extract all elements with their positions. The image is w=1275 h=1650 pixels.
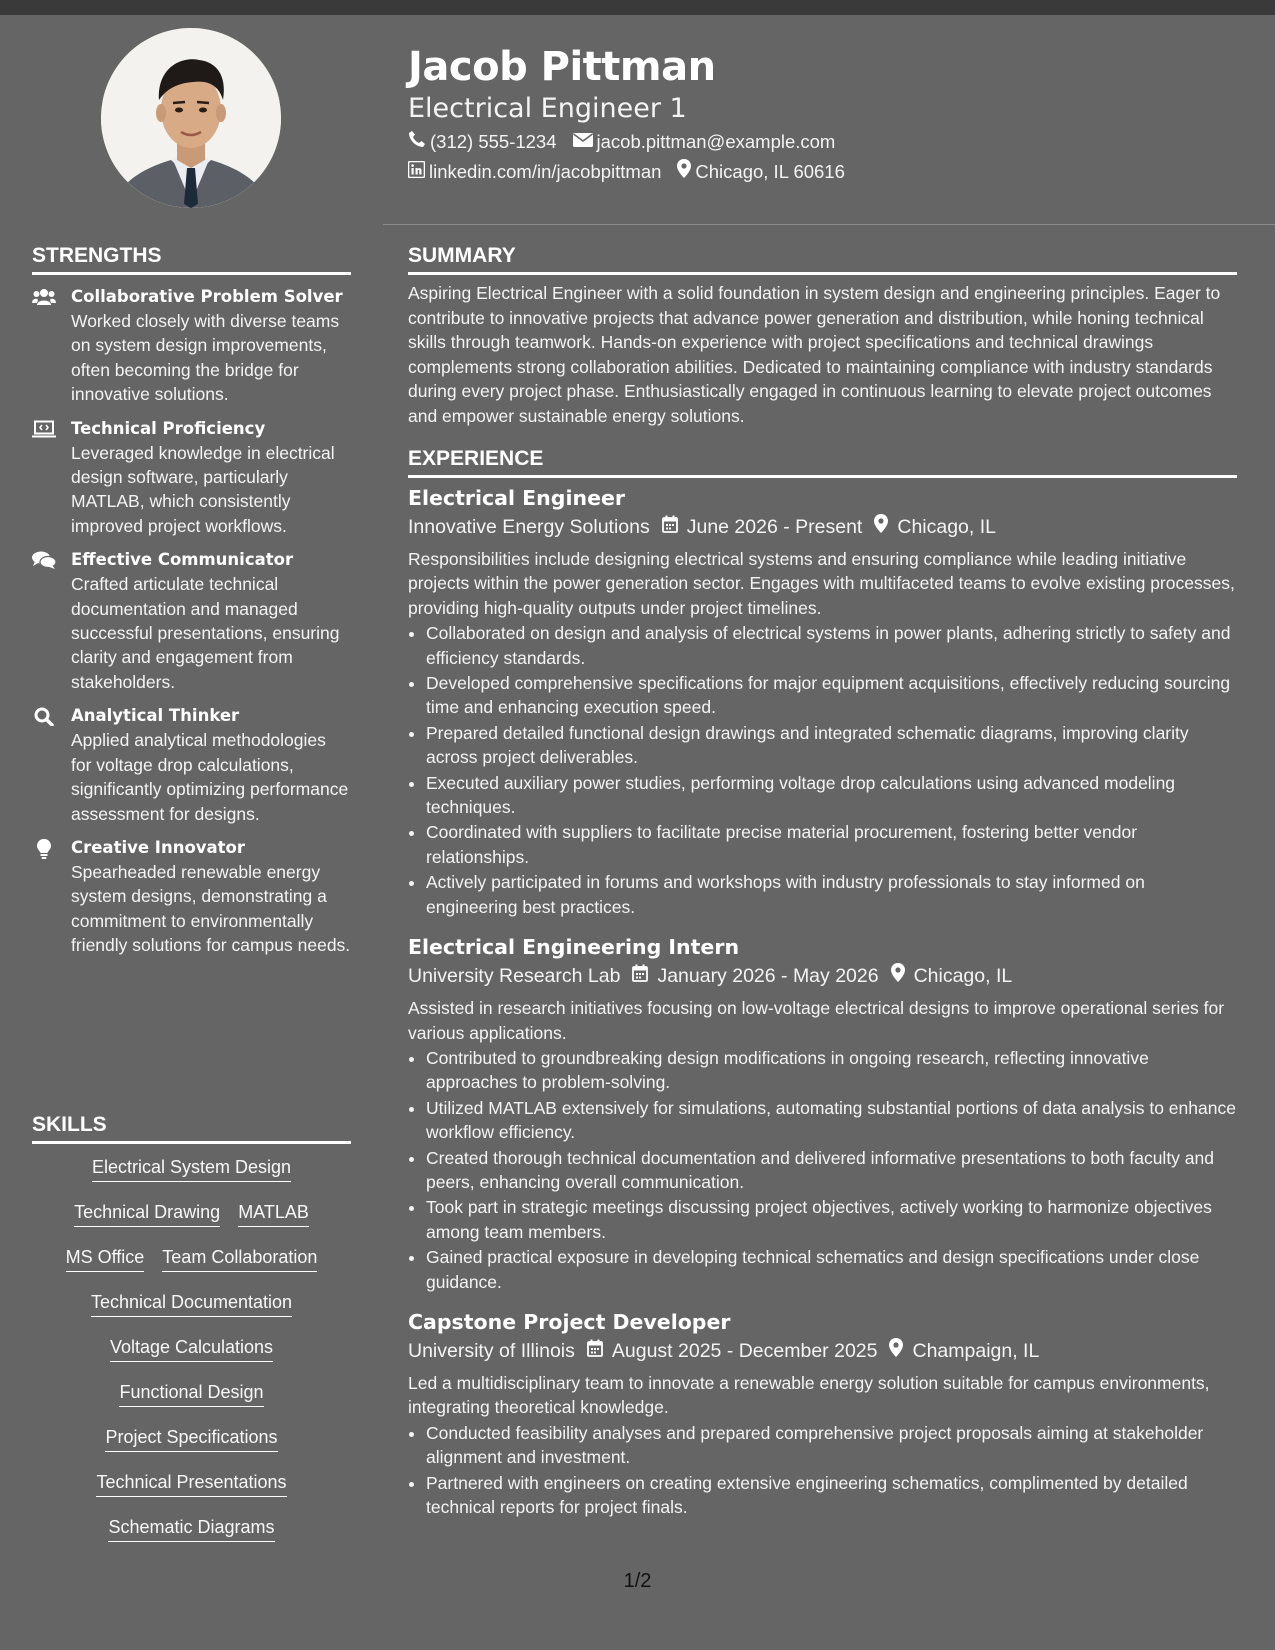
job-entry — [408, 484, 1237, 919]
email-contact[interactable] — [573, 127, 836, 157]
company-name: University Research Lab — [408, 965, 621, 988]
company-name: University of Illinois — [408, 1339, 575, 1362]
skill-tag: MATLAB — [238, 1200, 309, 1227]
candidate-name: Jacob Pittman — [408, 44, 716, 90]
strength-item — [32, 548, 351, 694]
strength-description: Crafted articulate technical documentation and managed successful presentations, ensuring clarity and engagement from stakeholders. — [71, 574, 340, 692]
strength-description: Worked closely with diverse teams on system design improvements, often becoming the bridge for innovative solutions. — [71, 311, 340, 405]
page-number: 1/2 — [623, 1570, 652, 1592]
skills-section — [32, 1112, 351, 1557]
strengths-section — [32, 243, 351, 958]
job-dates — [662, 512, 863, 543]
contact-line — [408, 157, 1258, 187]
skill-row — [32, 1242, 351, 1287]
phone-icon — [408, 127, 430, 157]
location-text: Chicago, IL — [913, 965, 1013, 988]
date-range: June 2026 - Present — [686, 516, 863, 538]
email-address[interactable]: jacob.pittman@example.com — [596, 131, 836, 152]
skill-row — [32, 1512, 351, 1557]
company-name: Innovative Energy Solutions — [408, 516, 650, 538]
users-icon — [32, 288, 56, 308]
job-title: Electrical Engineering Intern — [408, 935, 740, 960]
strength-title: Collaborative Problem Solver — [71, 287, 343, 306]
skill-row — [32, 1332, 351, 1377]
map-marker-icon — [677, 157, 695, 187]
bullet-item: • Created thorough technical documentation and delivered informative presentations to both faculty and peers, enhancing overall communication. — [426, 1146, 1237, 1195]
job-meta — [408, 1336, 1237, 1367]
resume-header — [408, 43, 1258, 187]
bullet-item: • Prepared detailed functional design drawings and integrated schematic diagrams, improving clarity across project deliverables. — [426, 721, 1237, 770]
location-text: Chicago, IL — [897, 516, 997, 538]
skills-list — [32, 1152, 351, 1557]
comments-icon — [32, 551, 56, 571]
strength-item — [32, 836, 351, 958]
job-title: Capstone Project Developer — [408, 1309, 731, 1334]
summary-section — [408, 243, 1237, 429]
skill-tag: Technical Presentations — [96, 1470, 286, 1497]
job-entry — [408, 933, 1237, 1294]
calendar-icon — [632, 961, 657, 992]
skill-tag: Team Collaboration — [162, 1245, 317, 1272]
job-dates — [632, 961, 878, 992]
skill-tag: Electrical System Design — [92, 1155, 291, 1182]
skill-tag: Technical Documentation — [91, 1290, 292, 1317]
skill-row — [32, 1197, 351, 1242]
bullet-item: • Coordinated with suppliers to facilitate precise material procurement, fostering better vendor relationships. — [426, 820, 1237, 869]
job-dates — [587, 1336, 878, 1367]
candidate-title: Electrical Engineer 1 — [408, 93, 687, 124]
job-description: Assisted in research initiatives focusing on low-voltage electrical designs to improve operational series for various applications. — [408, 998, 1225, 1043]
laptop-code-icon — [32, 420, 56, 440]
location-text: Champaign, IL — [912, 1339, 1040, 1362]
strength-title: Creative Innovator — [71, 837, 246, 857]
date-range: August 2025 - December 2025 — [611, 1339, 878, 1362]
job-bullets — [408, 1421, 1237, 1520]
phone-contact — [408, 127, 557, 157]
skill-tag: MS Office — [66, 1245, 145, 1272]
bullet-item: • Partnered with engineers on creating extensive engineering schematics, complimented by detailed technical reports for project finals. — [426, 1471, 1237, 1520]
linkedin-url[interactable]: linkedin.com/in/jacobpittman — [429, 161, 662, 182]
location-text: Chicago, IL 60616 — [695, 161, 845, 182]
job-entry — [408, 1308, 1237, 1519]
calendar-icon — [662, 512, 687, 543]
strength-description: Applied analytical methodologies for voltage drop calculations, significantly optimizing performance assessment for designs. — [71, 730, 349, 824]
calendar-icon — [587, 1336, 612, 1367]
job-description: Responsibilities include designing electrical systems and ensuring compliance while leading initiative projects within the power generation sector. Engages with multifaceted teams to evolve existing processes, providing high-quality outputs under project timelines. — [408, 549, 1235, 618]
main-content — [383, 15, 1275, 1650]
profile-photo — [101, 28, 281, 208]
bullet-item: • Conducted feasibility analyses and prepared comprehensive project proposals aiming at stakeholder alignment and investment. — [426, 1421, 1237, 1470]
strength-description: Leveraged knowledge in electrical design software, particularly MATLAB, which consistently improved project workflows. — [71, 442, 335, 536]
job-bullets — [408, 621, 1237, 919]
strengths-heading: STRENGTHS — [32, 243, 351, 275]
linkedin-contact[interactable] — [408, 157, 661, 187]
skill-row — [32, 1422, 351, 1467]
lightbulb-icon — [32, 839, 56, 859]
strength-item — [32, 704, 351, 826]
skill-row — [32, 1467, 351, 1512]
phone-number: (312) 555-1234 — [430, 131, 557, 152]
job-meta — [408, 961, 1237, 992]
envelope-icon — [573, 127, 597, 157]
bullet-item: • Executed auxiliary power studies, performing voltage drop calculations using advanced modeling techniques. — [426, 771, 1237, 820]
job-location — [874, 512, 996, 543]
experience-section — [408, 446, 1237, 1520]
skill-row — [32, 1287, 351, 1332]
job-bullets — [408, 1046, 1237, 1294]
top-bar — [0, 0, 1275, 15]
map-marker-icon — [891, 961, 914, 992]
skill-tag: Project Specifications — [105, 1425, 277, 1452]
skill-row — [32, 1152, 351, 1197]
strength-item — [32, 285, 351, 407]
bullet-item: • Actively participated in forums and workshops with industry professionals to stay informed on engineering best practices. — [426, 870, 1237, 919]
job-title: Electrical Engineer — [408, 486, 625, 510]
job-location — [889, 1336, 1039, 1367]
strength-item — [32, 417, 351, 539]
bullet-item: • Took part in strategic meetings discussing project objectives, actively working to harmonize objectives among team members. — [426, 1195, 1237, 1244]
strength-title: Analytical Thinker — [71, 706, 240, 726]
skill-tag: Voltage Calculations — [110, 1335, 273, 1362]
map-marker-icon — [889, 1336, 912, 1367]
skill-tag: Functional Design — [119, 1380, 263, 1407]
skill-tag: Schematic Diagrams — [108, 1515, 274, 1542]
bullet-item: • Collaborated on design and analysis of electrical systems in power plants, adhering strictly to safety and efficiency standards. — [426, 621, 1237, 670]
job-location — [891, 961, 1013, 992]
job-meta — [408, 512, 1237, 543]
date-range: January 2026 - May 2026 — [657, 965, 879, 988]
summary-text: Aspiring Electrical Engineer with a solid foundation in system design and engineering principles. Eager to contribute to innovative projects that advance power generation and distribution, while honing technical skills through teamwork. Hands-on experience with project specifications and technical drawings complements strong collaboration abilities. Dedicated to maintaining compliance with industry standards during every project phase. Enthusiastically engaged in continuous learning to elevate project outcomes and empower sustainable energy solutions. — [408, 283, 1221, 426]
job-description: Led a multidisciplinary team to innovate a renewable energy solution suitable for campus environments, integrating theoretical knowledge. — [408, 1372, 1210, 1418]
bullet-item: • Contributed to groundbreaking design modifications in ongoing research, reflecting innovative approaches to problem-solving. — [426, 1046, 1237, 1095]
experience-heading: EXPERIENCE — [408, 446, 1237, 478]
header-divider — [383, 224, 1275, 225]
bullet-item: • Developed comprehensive specifications for major equipment acquisitions, effectively reducing sourcing time and enhancing execution speed. — [426, 671, 1237, 720]
skills-heading: SKILLS — [32, 1112, 351, 1144]
strength-description: Spearheaded renewable energy system designs, demonstrating a commitment to environmentally friendly solutions for campus needs. — [71, 861, 351, 956]
sidebar — [0, 15, 383, 1650]
contact-line — [408, 127, 1258, 157]
skill-row — [32, 1377, 351, 1422]
bullet-item: • Utilized MATLAB extensively for simulations, automating substantial portions of data analysis to enhance workflow efficiency. — [426, 1096, 1237, 1145]
location-contact — [677, 157, 844, 187]
strength-title: Effective Communicator — [71, 550, 294, 570]
linkedin-icon — [408, 157, 429, 187]
map-marker-icon — [874, 512, 897, 543]
search-icon — [32, 707, 56, 727]
skill-tag: Technical Drawing — [74, 1200, 220, 1227]
strength-title: Technical Proficiency — [71, 418, 266, 438]
summary-heading: SUMMARY — [408, 243, 1237, 275]
bullet-item: • Gained practical exposure in developing technical schematics and design specifications under close guidance. — [426, 1245, 1237, 1294]
